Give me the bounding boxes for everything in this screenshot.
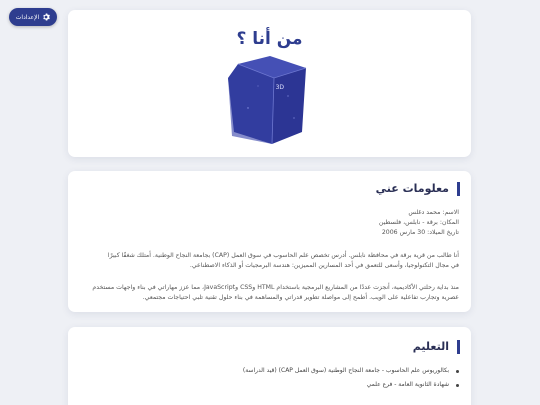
bio-paragraph-1a: أنا طالب من قرية برقة في محافظة نابلس. أدرس تخصص علم الحاسوب في سوق العمل (CAP) بجامعة النجاح الوطنية. أمتلك شغفًا كبيرًا [107,252,459,259]
about-card [68,171,471,312]
cube-3d[interactable] [228,56,310,148]
bio-paragraph-2a: منذ بداية رحلتي الأكاديمية، أنجزت عددًا من المشاريع البرمجية باستخدام HTML وCSS وJavaScript، مما عزز مهاراتي في بناء واجهات مستخدم [92,284,459,291]
list-item: شهادة الثانوية العامة - فرع علمي [243,378,449,392]
name-line: الاسم: محمد دغلس [408,209,459,216]
place-line: المكان: برقة - نابلس، فلسطين [378,219,459,226]
cube-label: 3D [275,84,284,91]
bio-paragraph-2b: عصرية وتجارب تفاعلية على الويب. أطمح إلى مواصلة تطوير قدراتي والمساهمة في بناء حلول تقنية تلبي احتياجات مجتمعي. [142,294,459,301]
list-item: بكالوريوس علم الحاسوب - جامعة النجاح الوطنية (سوق العمل CAP) (قيد الدراسة) [243,364,449,378]
bio-paragraph-1b: في مجال التكنولوجيا، وأسعى للتعمق في أحد المسارين المميزين: هندسة البرمجيات أو الذكاء الاصطناعي. [189,262,459,269]
birth-line: تاريخ الميلاد: 30 مارس 2006 [381,229,459,236]
settings-label: الإعدادات [15,13,40,21]
hero-card [68,10,471,157]
education-card [68,327,471,405]
cube-graphic [228,56,310,148]
settings-button[interactable] [9,8,57,26]
gear-icon [42,13,50,21]
page-title: من أنا ؟ [236,29,303,49]
education-title: التعليم [413,340,460,354]
about-title: معلومات عني [376,182,460,196]
education-list [243,364,449,392]
